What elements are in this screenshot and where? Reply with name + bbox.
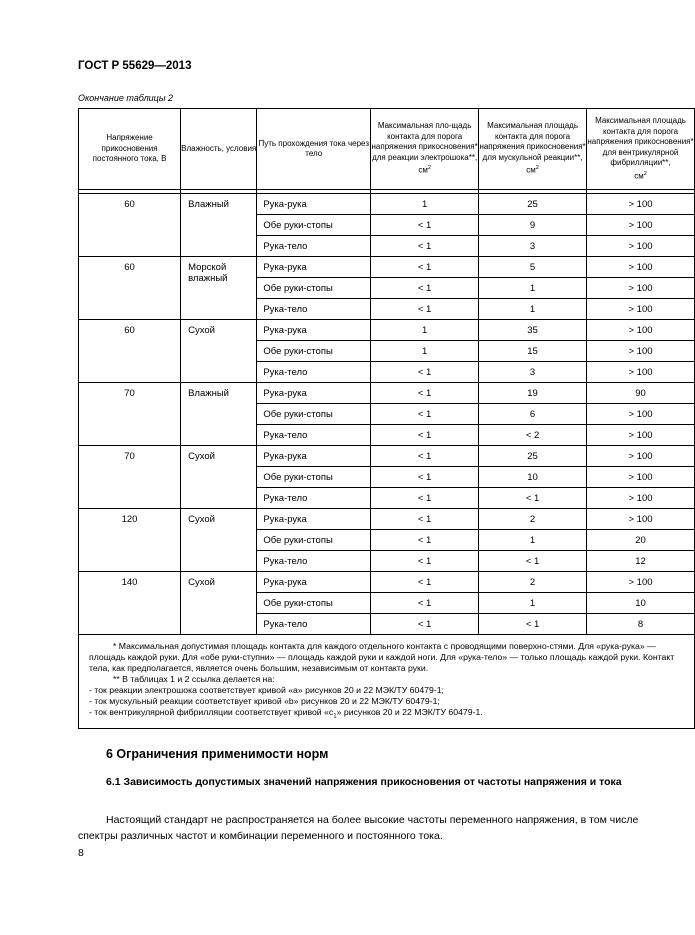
electroshock-cell: < 1 bbox=[371, 383, 479, 404]
electroshock-cell: < 1 bbox=[371, 446, 479, 467]
voltage-cell: 70 bbox=[79, 383, 181, 446]
electroshock-cell: < 1 bbox=[371, 257, 479, 278]
fibrillation-cell: > 100 bbox=[587, 236, 695, 257]
muscular-cell: 1 bbox=[479, 593, 587, 614]
fibrillation-cell: > 100 bbox=[587, 362, 695, 383]
path-cell: Рука-рука bbox=[257, 446, 371, 467]
electroshock-cell: < 1 bbox=[371, 278, 479, 299]
footnote-line-fibrillation: - ток вентрикулярной фибрилляции соответствует кривой «$с_1$» рисунков 20 и 22 МЭК/ТУ 60479-1. bbox=[89, 707, 483, 720]
electroshock-cell: < 1 bbox=[371, 362, 479, 383]
muscular-cell: 2 bbox=[479, 572, 587, 593]
path-cell: Рука-тело bbox=[257, 299, 371, 320]
fibrillation-cell: > 100 bbox=[587, 467, 695, 488]
condition-cell: Сухой bbox=[181, 509, 257, 572]
fibrillation-cell: 12 bbox=[587, 551, 695, 572]
electroshock-cell: < 1 bbox=[371, 215, 479, 236]
fibrillation-cell: > 100 bbox=[587, 194, 695, 215]
fibrillation-cell: > 100 bbox=[587, 320, 695, 341]
muscular-cell: 2 bbox=[479, 509, 587, 530]
muscular-cell: 10 bbox=[479, 467, 587, 488]
body-paragraph: Настоящий стандарт не распространяется на более высокие частоты переменного напряжения, в том числе спектры различных частот и комбинации переменного и постоянного тока. bbox=[78, 814, 639, 842]
path-cell: Рука-тело bbox=[257, 362, 371, 383]
header-path: Путь прохождения тока через тело bbox=[257, 109, 371, 190]
muscular-cell: 1 bbox=[479, 299, 587, 320]
table-caption: Окончание таблицы 2 bbox=[78, 93, 173, 103]
condition-cell: Сухой bbox=[181, 572, 257, 635]
path-cell: Рука-тело bbox=[257, 236, 371, 257]
table-row bbox=[79, 446, 695, 467]
muscular-cell: < 2 bbox=[479, 425, 587, 446]
section-title: 6 Ограничения применимости норм bbox=[106, 747, 329, 761]
muscular-cell: 3 bbox=[479, 362, 587, 383]
electroshock-cell: < 1 bbox=[371, 425, 479, 446]
muscular-cell: 1 bbox=[479, 530, 587, 551]
condition-cell: Влажный bbox=[181, 383, 257, 446]
muscular-cell: 15 bbox=[479, 341, 587, 362]
condition-cell: Сухой bbox=[181, 320, 257, 383]
fibrillation-cell: > 100 bbox=[587, 425, 695, 446]
path-cell: Рука-тело bbox=[257, 614, 371, 635]
muscular-cell: 35 bbox=[479, 320, 587, 341]
fibrillation-cell: 10 bbox=[587, 593, 695, 614]
data-table bbox=[78, 108, 695, 729]
electroshock-cell: < 1 bbox=[371, 572, 479, 593]
path-cell: Обе руки-стопы bbox=[257, 278, 371, 299]
fibrillation-cell: 8 bbox=[587, 614, 695, 635]
electroshock-cell: < 1 bbox=[371, 551, 479, 572]
condition-cell: Влажный bbox=[181, 194, 257, 257]
fibrillation-cell: > 100 bbox=[587, 278, 695, 299]
path-cell: Рука-тело bbox=[257, 425, 371, 446]
muscular-cell: 1 bbox=[479, 278, 587, 299]
voltage-cell: 140 bbox=[79, 572, 181, 635]
table-row bbox=[79, 509, 695, 530]
footnote-row bbox=[79, 635, 695, 729]
fibrillation-cell: 20 bbox=[587, 530, 695, 551]
path-cell: Обе руки-стопы bbox=[257, 341, 371, 362]
table-row bbox=[79, 383, 695, 404]
electroshock-cell: < 1 bbox=[371, 509, 479, 530]
fibrillation-cell: 90 bbox=[587, 383, 695, 404]
page-number: 8 bbox=[78, 847, 84, 859]
fibrillation-cell: > 100 bbox=[587, 299, 695, 320]
table-body bbox=[79, 194, 695, 635]
muscular-cell: < 1 bbox=[479, 551, 587, 572]
muscular-cell: < 1 bbox=[479, 488, 587, 509]
fibrillation-cell: > 100 bbox=[587, 341, 695, 362]
fibrillation-cell: > 100 bbox=[587, 404, 695, 425]
table-row bbox=[79, 257, 695, 278]
path-cell: Рука-рука bbox=[257, 320, 371, 341]
footnotes bbox=[79, 635, 695, 729]
footnote-star2: ** В таблицах 1 и 2 ссылка делается на: bbox=[113, 674, 275, 684]
electroshock-cell: < 1 bbox=[371, 488, 479, 509]
path-cell: Обе руки-стопы bbox=[257, 593, 371, 614]
electroshock-cell: < 1 bbox=[371, 530, 479, 551]
electroshock-cell: < 1 bbox=[371, 404, 479, 425]
fibrillation-cell: > 100 bbox=[587, 509, 695, 530]
document-header: ГОСТ Р 55629—2013 bbox=[78, 60, 192, 72]
data-table-container bbox=[78, 108, 695, 729]
electroshock-cell: < 1 bbox=[371, 299, 479, 320]
condition-cell: Сухой bbox=[181, 446, 257, 509]
muscular-cell: < 1 bbox=[479, 614, 587, 635]
fibrillation-cell: > 100 bbox=[587, 257, 695, 278]
path-cell: Рука-рука bbox=[257, 572, 371, 593]
subsection-title: 6.1 Зависимость допустимых значений напряжения прикосновения от частоты напряжения и тока bbox=[106, 776, 622, 788]
voltage-cell: 60 bbox=[79, 257, 181, 320]
fibrillation-cell: > 100 bbox=[587, 446, 695, 467]
fibrillation-cell: > 100 bbox=[587, 572, 695, 593]
table-row bbox=[79, 194, 695, 215]
header-humidity: Влажность, условия bbox=[181, 109, 257, 190]
table-row bbox=[79, 572, 695, 593]
path-cell: Рука-рука bbox=[257, 509, 371, 530]
voltage-cell: 70 bbox=[79, 446, 181, 509]
voltage-cell: 60 bbox=[79, 320, 181, 383]
electroshock-cell: < 1 bbox=[371, 593, 479, 614]
header-electroshock: Максимальная пло-щадь контакта для порога напряжения прикосновения* для реакции электрошока**, $см^2$ bbox=[371, 109, 479, 190]
muscular-cell: 9 bbox=[479, 215, 587, 236]
electroshock-cell: < 1 bbox=[371, 467, 479, 488]
path-cell: Рука-тело bbox=[257, 488, 371, 509]
muscular-cell: 6 bbox=[479, 404, 587, 425]
muscular-cell: 25 bbox=[479, 446, 587, 467]
path-cell: Рука-рука bbox=[257, 383, 371, 404]
header-fibrillation: Максимальная площадь контакта для порога напряжения прикосновения* для вентрикулярной фибрилляции**, $см^2$ bbox=[587, 109, 695, 190]
footnote-line-electroshock: - ток реакции электрошока соответствует кривой «а» рисунков 20 и 22 МЭК/ТУ 60479-1; bbox=[89, 685, 444, 695]
muscular-cell: 25 bbox=[479, 194, 587, 215]
path-cell: Обе руки-стопы bbox=[257, 530, 371, 551]
footnote-star1: * Максимальная допустимая площадь контакта для каждого отдельного контакта с проводящими поверхно-стями. Для «рука-рука» — площадь каждой руки. Для «обе руки-ступни» — площадь каждой руки и каждой ноги. Для «рука-тело» — только площадь каждой руки. Контакт тела, как предполагается, является очень большим, независимым от контакта руки. bbox=[89, 641, 675, 673]
path-cell: Обе руки-стопы bbox=[257, 404, 371, 425]
electroshock-cell: < 1 bbox=[371, 614, 479, 635]
fibrillation-cell: > 100 bbox=[587, 488, 695, 509]
electroshock-cell: 1 bbox=[371, 194, 479, 215]
footnote-line-muscular: - ток мускульный реакции соответствует кривой «b» рисунков 20 и 22 МЭК/ТУ 60479-1; bbox=[89, 696, 440, 706]
path-cell: Обе руки-стопы bbox=[257, 215, 371, 236]
electroshock-cell: 1 bbox=[371, 320, 479, 341]
voltage-cell: 120 bbox=[79, 509, 181, 572]
path-cell: Рука-тело bbox=[257, 551, 371, 572]
path-cell: Обе руки-стопы bbox=[257, 467, 371, 488]
table-row bbox=[79, 320, 695, 341]
table-header-row bbox=[79, 109, 695, 190]
muscular-cell: 5 bbox=[479, 257, 587, 278]
electroshock-cell: < 1 bbox=[371, 236, 479, 257]
header-muscular: Максимальная площадь контакта для порога напряжения прикосновения* для мускульной реакции**, $см^2$ bbox=[479, 109, 587, 190]
path-cell: Рука-рука bbox=[257, 257, 371, 278]
muscular-cell: 19 bbox=[479, 383, 587, 404]
header-voltage: Напряжение прикосновения постоянного тока, В bbox=[79, 109, 181, 190]
muscular-cell: 3 bbox=[479, 236, 587, 257]
path-cell: Рука-рука bbox=[257, 194, 371, 215]
condition-cell: Морской влажный bbox=[181, 257, 257, 320]
electroshock-cell: 1 bbox=[371, 341, 479, 362]
fibrillation-cell: > 100 bbox=[587, 215, 695, 236]
voltage-cell: 60 bbox=[79, 194, 181, 257]
